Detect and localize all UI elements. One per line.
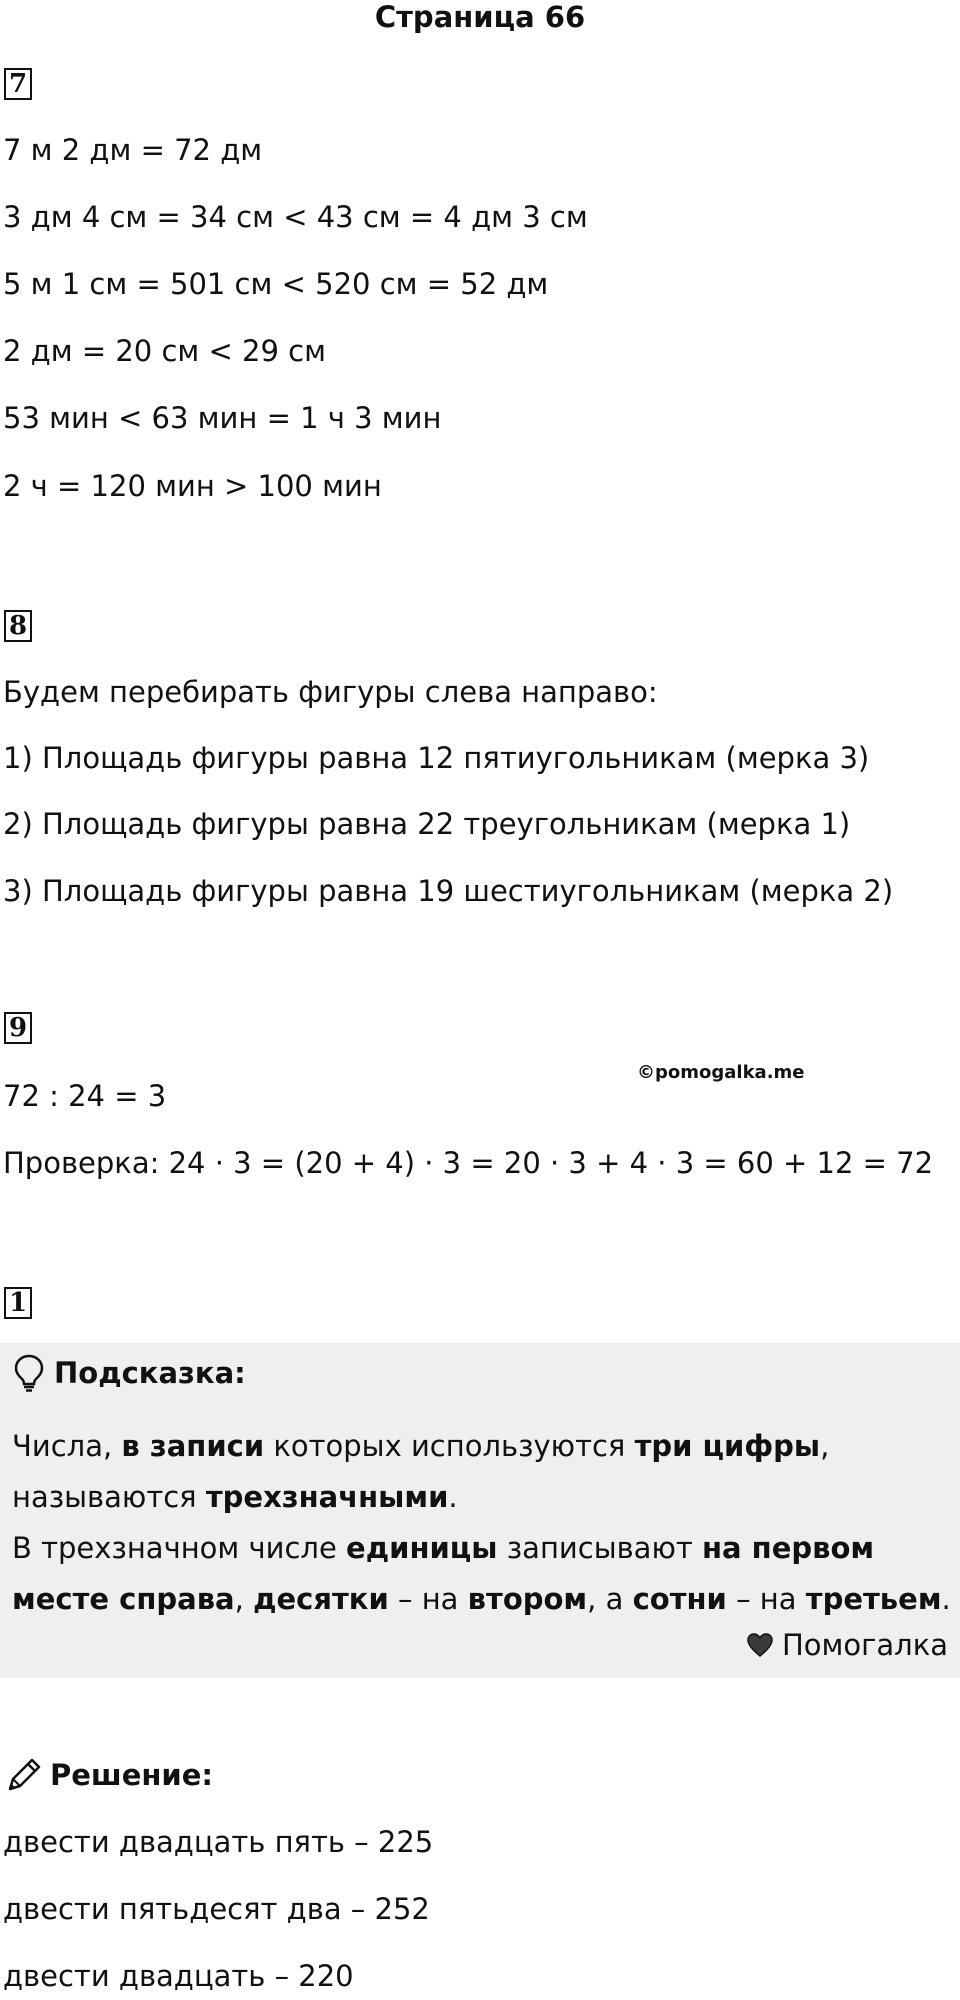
task-8-line-2: 1) Площадь фигуры равна 12 пятиугольникам (мерка 3) <box>3 741 870 775</box>
task-number-8: 8 <box>4 610 32 642</box>
hint-bold-text: в записи <box>121 1429 265 1463</box>
task-number-7: 7 <box>4 68 32 100</box>
task-7-line-4: 2 дм = 20 см < 29 см <box>3 334 326 368</box>
task-7-line-6: 2 ч = 120 мин > 100 мин <box>3 469 382 503</box>
hint-bold-text: три цифры <box>634 1429 821 1463</box>
hint-text: , <box>234 1582 254 1616</box>
lightbulb-icon <box>14 1354 44 1392</box>
solution-line-3: двести двадцать – 220 <box>3 1959 354 1993</box>
pencil-icon <box>4 1755 44 1795</box>
hint-text: называются <box>12 1480 206 1514</box>
hint-bold-text: третьем <box>805 1582 942 1616</box>
hint-bold-text: втором <box>467 1582 588 1616</box>
hint-text: которых используются <box>264 1429 635 1463</box>
hint-bold-text: десятки <box>253 1582 389 1616</box>
hint-text: – на <box>726 1582 806 1616</box>
task-7-line-5: 53 мин < 63 мин = 1 ч 3 мин <box>3 401 442 435</box>
hint-bold-text: трехзначными <box>205 1480 449 1514</box>
hint-line-3 <box>12 1530 874 1566</box>
task-number-1: 1 <box>4 1287 32 1319</box>
hint-text: , а <box>587 1582 633 1616</box>
task-7-line-1: 7 м 2 дм = 72 дм <box>3 133 263 167</box>
task-7-line-3: 5 м 1 см = 501 см < 520 см = 52 дм <box>3 267 549 301</box>
hint-text: , <box>820 1429 830 1463</box>
task-8-line-1: Будем перебирать фигуры слева направо: <box>3 675 658 709</box>
hint-bold-text: сотни <box>632 1582 727 1616</box>
hint-bold-text: на первом <box>701 1531 875 1565</box>
hint-line-1 <box>12 1428 829 1464</box>
task-7-line-2: 3 дм 4 см = 34 см < 43 см = 4 дм 3 см <box>3 200 588 234</box>
task-9-line-2: Проверка: 24 · 3 = (20 + 4) · 3 = 20 · 3 + 4 · 3 = 60 + 12 = 72 <box>3 1146 934 1180</box>
solution-line-1: двести двадцать пять – 225 <box>3 1825 434 1859</box>
solution-line-2: двести пятьдесят два – 252 <box>3 1892 430 1926</box>
solution-title: Решение: <box>4 1755 213 1795</box>
watermark: ©pomogalka.me <box>637 1062 805 1083</box>
hint-text: . <box>448 1480 458 1514</box>
task-8-line-3: 2) Площадь фигуры равна 22 треугольникам (мерка 1) <box>3 807 851 841</box>
hint-text: Числа, <box>12 1429 122 1463</box>
task-8-line-4: 3) Площадь фигуры равна 19 шестиугольникам (мерка 2) <box>3 874 894 908</box>
hint-text: В трехзначном числе <box>12 1531 347 1565</box>
hint-bold-text: месте справа <box>12 1582 235 1616</box>
hint-line-2 <box>12 1479 458 1515</box>
hint-bold-text: единицы <box>346 1531 498 1565</box>
task-9-line-1: 72 : 24 = 3 <box>3 1079 167 1113</box>
task-number-9: 9 <box>4 1012 32 1044</box>
hint-line-4 <box>12 1581 951 1617</box>
hint-title: Подсказка: <box>14 1353 246 1393</box>
hint-text: записывают <box>497 1531 702 1565</box>
hint-signature: Помогалка <box>746 1628 948 1662</box>
page-title: Страница 66 <box>374 0 586 34</box>
hint-text: – на <box>388 1582 468 1616</box>
heart-icon <box>746 1632 774 1658</box>
hint-text: . <box>941 1582 951 1616</box>
